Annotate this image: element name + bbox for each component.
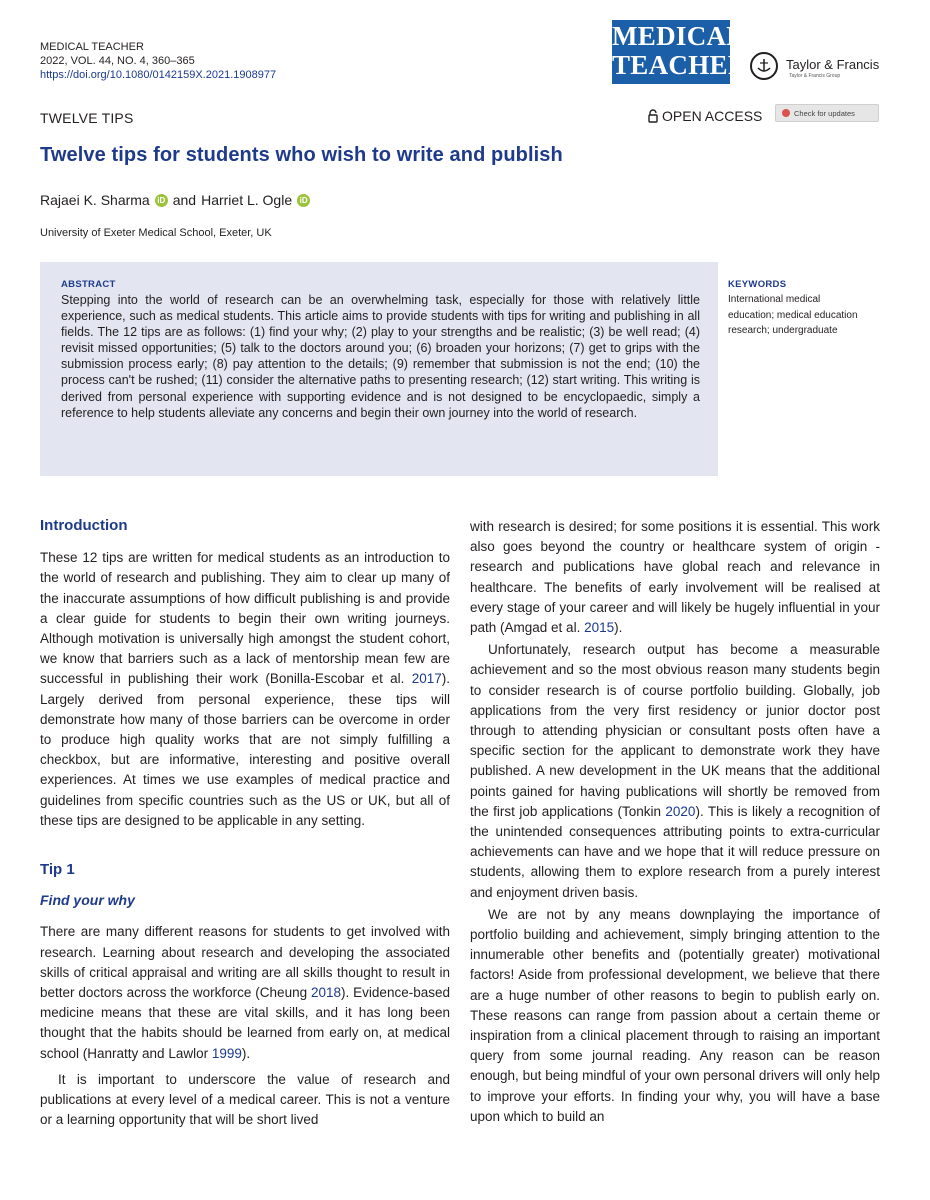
intro-paragraph: These 12 tips are written for medical students as an introduction to the world of research and publishing. They aim to clear up many of the inaccurate assumptions of how difficult publishing is and provide a clear guide for students to begin their own writing journeys. Although motivation is universally high amongst the student cohort, we know that barriers such as a lack of mentorship mean few are successful in publishing their work (Bonilla-Escobar et al. 2017). Largely derived from personal experience, these tips will demonstrate how many of those barriers can be overcome in order to produce high quality works that are not simply fulfilling a checkbox, but are informative, interesting and positive overall experiences. At times we use examples of medical practice and guidelines from specific countries such as the US or UK, but all of these tips are designed to be applicable in any setting. [40,550,450,828]
abstract-heading: ABSTRACT [61,279,116,290]
section-label: TWELVE TIPS [40,110,134,126]
crossmark-icon [782,109,790,117]
volume-info: 2022, VOL. 44, NO. 4, 360–365 [40,55,195,67]
check-updates-label: Check for updates [794,108,855,118]
article-title: Twelve tips for students who wish to write and publish [40,144,563,166]
body-paragraph: Unfortunately, research output has become a measurable achievement and so the most obvious reason many students begin to consider research is of course portfolio building. Globally, job applications from the very first residency or junior doctor post through to attending physician or consultant posts often have a specific section for the applicant to demonstrate work they have published. A new development in the UK means that the additional points gained for having publications will shortly be removed from the first job applications (Tonkin 2020). This is likely a recognition of the unintended consequences attributing points to extra-curricular achievements can have and we hope that it will reduce pressure on students, allowing them to explore research from a purely interest and enjoyment driven basis. [470,642,880,900]
citation-link[interactable]: 2018 [310,985,342,1001]
tip1-paragraph: It is important to underscore the value of research and publications at every level of a medical career. This is not a venture or a learning opportunity that will be short lived [40,1071,450,1128]
author-name[interactable]: Rajaei K. Sharma [40,192,150,208]
author-list [40,192,310,208]
orcid-icon[interactable]: iD [155,194,168,207]
author-name[interactable]: Harriet L. Ogle [201,192,293,208]
keywords-heading: KEYWORDS [728,279,787,290]
citation-link[interactable]: 1999 [211,1045,242,1061]
journal-meta [40,40,276,82]
affiliation: University of Exeter Medical School, Exeter, UK [40,227,272,239]
publisher-name: Taylor & Francis [786,57,880,72]
introduction-heading: Introduction [40,517,128,534]
body-column-right [470,517,880,1127]
tip1-subheading: Find your why [40,892,135,909]
journal-masthead-logo [612,20,748,84]
body-paragraph: We are not by any means downplaying the importance of portfolio building and achievement, simply bringing attention to the innumerable other benefits and (potentially greater) motivational factors! Aside from professional development, we believe that there are a huge number of other reasons to begin to publish early on. These reasons can range from passion about a certain theme or inspiration from a clinical placement through to raising an important query from some journal reading. Any reason can be reason enough, but being mindful of your own personal drivers will only help to improve your efforts. In finding your why, you will have a base upon which to build an [470,906,880,1124]
abstract-text: Stepping into the world of research can be an overwhelming task, especially for those with relatively little experience, such as medical students. This article aims to provide students with tips for writing and publishing in all fields. The 12 tips are as follows: (1) find your why; (2) play to your strengths and be realistic; (3) be well read; (4) revisit missed opportunities; (5) talk to the doctors around you; (6) broaden your horizons; (7) get to grips with the submission process early; (8) pay attention to the details; (9) remember that submission is not the end; (10) the process can't be rushed; (11) consider the alternative paths to presenting research; (12) start writing. This writing is derived from personal experience with supporting evidence and is not designed to be encyclopaedic, simply a reference to help students alleviate any concerns and begin their own journey into the world of research. [61,293,700,420]
citation-link[interactable]: 2015 [584,620,615,636]
citation-link[interactable]: 2020 [665,803,696,819]
publisher-logo-icon [750,52,778,80]
orcid-icon[interactable]: iD [297,194,310,207]
citation-link[interactable]: 2017 [411,671,442,687]
journal-name: MEDICAL TEACHER [40,41,144,53]
open-access-label: OPEN ACCESS [662,108,763,124]
publisher-group: Taylor & Francis Group [789,73,841,79]
tip1-heading: Tip 1 [40,861,75,879]
keywords-text: International medical education; medical education research; undergraduate [728,294,858,336]
author-connector: and [172,192,197,208]
body-column-left [40,516,450,1130]
open-access-badge [648,108,762,124]
check-for-updates-button[interactable] [775,104,879,122]
masthead-line1: MEDICAL [612,21,745,51]
tip1-paragraph: There are many different reasons for students to get involved with research. Learning about research and developing the associated skills of critical appraisal and writing are all skills thought to result in better doctors across the workforce (Cheung 2018). Evidence-based medicine means that these are vital skills, and it has long been thought that the habits should be learned from early on, at medical school (Hanratty and Lawlor 1999). [40,924,450,1061]
body-paragraph: with research is desired; for some positions it is essential. This work also goes beyond the country or healthcare system of origin - research and publications have global reach and relevance in healthcare. The benefits of early involvement will be realised at every stage of your career and will likely be hugely influential in your path (Amgad et al. 2015). [470,519,880,636]
open-lock-icon [648,109,658,123]
doi-link[interactable]: https://doi.org/10.1080/0142159X.2021.1908977 [40,69,277,81]
masthead-line2: TEACHER [612,50,748,80]
